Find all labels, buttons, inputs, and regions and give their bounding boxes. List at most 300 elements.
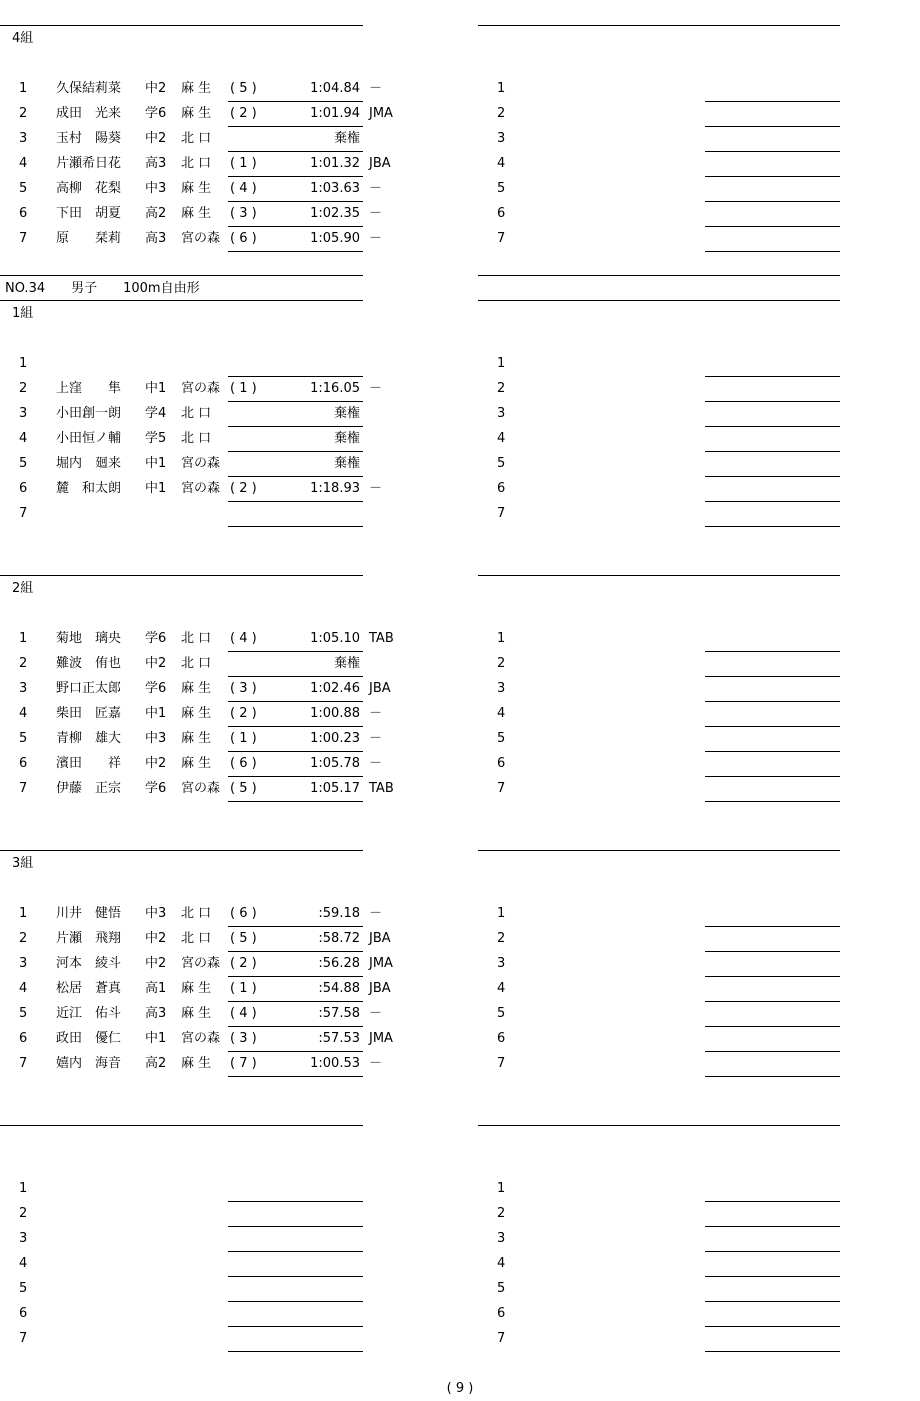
time-underline	[228, 1276, 363, 1277]
rank: ( 5 )	[230, 781, 257, 796]
swimmer-name: 松居 蒼真	[56, 981, 122, 996]
right-lane-number: 3	[497, 406, 506, 421]
grade: 高3	[145, 231, 167, 246]
time-underline	[228, 201, 363, 202]
time: 棄権	[333, 456, 360, 471]
right-lane-number: 7	[497, 1056, 506, 1071]
club: 麻 生	[181, 681, 212, 696]
club: 宮の森	[181, 231, 221, 246]
time-underline	[228, 1326, 363, 1327]
lane-number: 3	[19, 131, 28, 146]
time-underline	[228, 1201, 363, 1202]
time: :56.28	[318, 956, 360, 971]
time-underline	[228, 376, 363, 377]
club: 北 口	[181, 631, 212, 646]
grade: 高3	[145, 156, 167, 171]
event-title: NO.34 男子 100m自由形	[5, 281, 200, 296]
grade: 高2	[145, 1056, 167, 1071]
club: 麻 生	[181, 1006, 212, 1021]
right-lane-number: 2	[497, 1206, 506, 1221]
note: －	[369, 1056, 383, 1071]
lane-number: 2	[19, 106, 28, 121]
right-entry-underline	[705, 976, 840, 977]
lane-number: 5	[19, 181, 28, 196]
right-entry-underline	[705, 1351, 840, 1352]
grade: 高1	[145, 981, 167, 996]
note: JMA	[369, 956, 393, 971]
right-lane-number: 2	[497, 931, 506, 946]
lane-number: 6	[19, 756, 28, 771]
lane-number: 1	[19, 631, 28, 646]
swimmer-name: 堀内 廻来	[56, 456, 122, 471]
time	[280, 356, 360, 372]
grade: 中1	[145, 456, 167, 471]
note: －	[369, 81, 383, 96]
time-underline	[228, 1351, 363, 1352]
lane-number: 6	[19, 206, 28, 221]
swimmer-name: 濱田 祥	[56, 756, 122, 771]
swimmer-name: 青柳 雄大	[56, 731, 122, 746]
right-entry-underline	[705, 376, 840, 377]
grade: 高2	[145, 206, 167, 221]
note: JBA	[369, 931, 391, 946]
grade: 学4	[145, 406, 167, 421]
time-underline	[228, 676, 363, 677]
time	[280, 1231, 360, 1247]
right-entry-underline	[705, 701, 840, 702]
grade: 中2	[145, 656, 167, 671]
time-underline	[228, 1051, 363, 1052]
right-entry-underline	[705, 1301, 840, 1302]
club: 北 口	[181, 431, 212, 446]
club: 宮の森	[181, 781, 221, 796]
block-top-rule-right	[478, 850, 840, 851]
grade: 中1	[145, 381, 167, 396]
grade: 中3	[145, 731, 167, 746]
rank: ( 2 )	[230, 106, 257, 121]
club: 麻 生	[181, 731, 212, 746]
page-number: ( 9 )	[446, 1381, 474, 1396]
swimmer-name: 河本 綾斗	[56, 956, 122, 971]
time-underline	[228, 776, 363, 777]
club: 麻 生	[181, 206, 212, 221]
lane-number: 1	[19, 81, 28, 96]
grade: 高3	[145, 1006, 167, 1021]
right-entry-underline	[705, 1026, 840, 1027]
lane-number: 7	[19, 1056, 28, 1071]
lane-number: 4	[19, 981, 28, 996]
rank: ( 6 )	[230, 756, 257, 771]
time-underline	[228, 451, 363, 452]
event-rule-left	[0, 300, 363, 301]
block-top-rule-left	[0, 575, 363, 576]
time-underline	[228, 926, 363, 927]
time: 棄権	[333, 131, 360, 146]
swimmer-name: 原 栞莉	[56, 231, 122, 246]
swimmer-name: 柴田 匠嘉	[56, 706, 122, 721]
rank: ( 2 )	[230, 706, 257, 721]
lane-number: 5	[19, 731, 28, 746]
right-lane-number: 1	[497, 1181, 506, 1196]
time-underline	[228, 526, 363, 527]
right-lane-number: 1	[497, 356, 506, 371]
time-underline	[228, 101, 363, 102]
right-entry-underline	[705, 501, 840, 502]
right-entry-underline	[705, 201, 840, 202]
right-lane-number: 7	[497, 506, 506, 521]
right-lane-number: 6	[497, 481, 506, 496]
lane-number: 3	[19, 956, 28, 971]
right-lane-number: 5	[497, 456, 506, 471]
time	[280, 1306, 360, 1322]
time: 棄権	[333, 431, 360, 446]
time: 1:05.90	[310, 231, 360, 246]
lane-number: 2	[19, 1206, 28, 1221]
lane-number: 3	[19, 1231, 28, 1246]
right-lane-number: 3	[497, 131, 506, 146]
right-lane-number: 3	[497, 1231, 506, 1246]
right-entry-underline	[705, 951, 840, 952]
time: 1:05.10	[310, 631, 360, 646]
lane-number: 2	[19, 381, 28, 396]
right-entry-underline	[705, 1276, 840, 1277]
club: 宮の森	[181, 381, 221, 396]
rank: ( 1 )	[230, 381, 257, 396]
right-entry-underline	[705, 176, 840, 177]
block-top-rule-left	[0, 850, 363, 851]
rank: ( 1 )	[230, 156, 257, 171]
time: :54.88	[318, 981, 360, 996]
right-lane-number: 6	[497, 1031, 506, 1046]
time: :58.72	[318, 931, 360, 946]
time: 1:00.88	[310, 706, 360, 721]
grade: 学6	[145, 681, 167, 696]
right-entry-underline	[705, 676, 840, 677]
lane-number: 4	[19, 706, 28, 721]
time-underline	[228, 1076, 363, 1077]
block-top-rule-left	[0, 275, 363, 276]
time	[280, 1256, 360, 1272]
heat-label: 1組	[12, 306, 34, 321]
rank: ( 5 )	[230, 931, 257, 946]
rank: ( 3 )	[230, 1031, 257, 1046]
lane-number: 4	[19, 1256, 28, 1271]
right-entry-underline	[705, 1001, 840, 1002]
grade: 中1	[145, 481, 167, 496]
right-lane-number: 1	[497, 631, 506, 646]
time-underline	[228, 176, 363, 177]
time	[280, 506, 360, 522]
lane-number: 6	[19, 1031, 28, 1046]
time: 1:05.17	[310, 781, 360, 796]
swimmer-name: 下田 胡夏	[56, 206, 122, 221]
rank: ( 6 )	[230, 906, 257, 921]
time: 1:02.35	[310, 206, 360, 221]
block-top-rule-right	[478, 25, 840, 26]
right-lane-number: 4	[497, 981, 506, 996]
club: 麻 生	[181, 756, 212, 771]
note: －	[369, 381, 383, 396]
right-lane-number: 6	[497, 1306, 506, 1321]
right-lane-number: 3	[497, 956, 506, 971]
time	[280, 1281, 360, 1297]
time-underline	[228, 151, 363, 152]
swimmer-name: 伊藤 正宗	[56, 781, 122, 796]
block-top-rule-left	[0, 25, 363, 26]
grade: 中2	[145, 81, 167, 96]
swimmer-name: 政田 優仁	[56, 1031, 122, 1046]
note: JBA	[369, 156, 391, 171]
time-underline	[228, 1251, 363, 1252]
club: 宮の森	[181, 956, 221, 971]
time-underline	[228, 751, 363, 752]
note: TAB	[369, 631, 394, 646]
grade: 中3	[145, 906, 167, 921]
right-lane-number: 2	[497, 656, 506, 671]
right-entry-underline	[705, 926, 840, 927]
right-entry-underline	[705, 526, 840, 527]
note: －	[369, 756, 383, 771]
swimmer-name: 片瀬希日花	[56, 156, 122, 171]
right-entry-underline	[705, 401, 840, 402]
rank: ( 2 )	[230, 956, 257, 971]
note: －	[369, 731, 383, 746]
note: TAB	[369, 781, 394, 796]
grade: 中2	[145, 756, 167, 771]
club: 麻 生	[181, 706, 212, 721]
right-lane-number: 5	[497, 1006, 506, 1021]
lane-number: 1	[19, 906, 28, 921]
time: 1:01.32	[310, 156, 360, 171]
lane-number: 3	[19, 406, 28, 421]
right-lane-number: 5	[497, 181, 506, 196]
heat-label: 4組	[12, 31, 34, 46]
swimmer-name: 川井 健悟	[56, 906, 122, 921]
right-entry-underline	[705, 1226, 840, 1227]
swimmer-name: 難波 侑也	[56, 656, 122, 671]
right-lane-number: 6	[497, 756, 506, 771]
right-entry-underline	[705, 226, 840, 227]
time-underline	[228, 801, 363, 802]
right-lane-number: 4	[497, 431, 506, 446]
time	[280, 1181, 360, 1197]
right-entry-underline	[705, 251, 840, 252]
swimmer-name: 小田創一朗	[56, 406, 122, 421]
block-top-rule-right	[478, 275, 840, 276]
note: JBA	[369, 681, 391, 696]
time: :57.53	[318, 1031, 360, 1046]
heat-label: 2組	[12, 581, 34, 596]
club: 麻 生	[181, 81, 212, 96]
right-entry-underline	[705, 476, 840, 477]
club: 宮の森	[181, 456, 221, 471]
right-entry-underline	[705, 1251, 840, 1252]
right-lane-number: 4	[497, 1256, 506, 1271]
grade: 中3	[145, 181, 167, 196]
right-lane-number: 7	[497, 1331, 506, 1346]
right-entry-underline	[705, 726, 840, 727]
time-underline	[228, 1301, 363, 1302]
grade: 学5	[145, 431, 167, 446]
club: 宮の森	[181, 481, 221, 496]
grade: 中2	[145, 131, 167, 146]
lane-number: 4	[19, 156, 28, 171]
right-lane-number: 2	[497, 106, 506, 121]
block-top-rule-right	[478, 575, 840, 576]
time-underline	[228, 1001, 363, 1002]
time-underline	[228, 976, 363, 977]
right-lane-number: 5	[497, 731, 506, 746]
right-entry-underline	[705, 776, 840, 777]
right-entry-underline	[705, 1076, 840, 1077]
swimmer-name: 小田恒ノ輔	[56, 431, 122, 446]
swimmer-name: 嬉内 海音	[56, 1056, 122, 1071]
grade: 中1	[145, 706, 167, 721]
club: 北 口	[181, 931, 212, 946]
time: 1:01.94	[310, 106, 360, 121]
swimmer-name: 玉村 陽葵	[56, 131, 122, 146]
right-entry-underline	[705, 126, 840, 127]
note: JBA	[369, 981, 391, 996]
lane-number: 2	[19, 931, 28, 946]
right-entry-underline	[705, 451, 840, 452]
lane-number: 2	[19, 656, 28, 671]
note: －	[369, 906, 383, 921]
club: 北 口	[181, 406, 212, 421]
club: 北 口	[181, 156, 212, 171]
lane-number: 7	[19, 506, 28, 521]
time-underline	[228, 476, 363, 477]
note: －	[369, 481, 383, 496]
club: 麻 生	[181, 106, 212, 121]
right-entry-underline	[705, 426, 840, 427]
rank: ( 3 )	[230, 681, 257, 696]
club: 北 口	[181, 131, 212, 146]
grade: 学6	[145, 106, 167, 121]
note: －	[369, 206, 383, 221]
swimmer-name: 菊地 璃央	[56, 631, 122, 646]
time-underline	[228, 501, 363, 502]
grade: 中2	[145, 956, 167, 971]
lane-number: 5	[19, 1006, 28, 1021]
note: JMA	[369, 106, 393, 121]
time	[280, 1206, 360, 1222]
time: 1:03.63	[310, 181, 360, 196]
club: 宮の森	[181, 1031, 221, 1046]
time-underline	[228, 126, 363, 127]
lane-number: 6	[19, 1306, 28, 1321]
time: 1:02.46	[310, 681, 360, 696]
time-underline	[228, 251, 363, 252]
lane-number: 1	[19, 1181, 28, 1196]
right-lane-number: 5	[497, 1281, 506, 1296]
right-entry-underline	[705, 751, 840, 752]
club: 麻 生	[181, 1056, 212, 1071]
grade: 学6	[145, 631, 167, 646]
lane-number: 4	[19, 431, 28, 446]
rank: ( 4 )	[230, 181, 257, 196]
note: －	[369, 231, 383, 246]
right-lane-number: 7	[497, 231, 506, 246]
club: 北 口	[181, 656, 212, 671]
time-underline	[228, 426, 363, 427]
rank: ( 2 )	[230, 481, 257, 496]
lane-number: 7	[19, 781, 28, 796]
time: 1:00.53	[310, 1056, 360, 1071]
club: 麻 生	[181, 181, 212, 196]
time: 1:18.93	[310, 481, 360, 496]
time-underline	[228, 701, 363, 702]
right-lane-number: 4	[497, 156, 506, 171]
time: :57.58	[318, 1006, 360, 1021]
right-lane-number: 2	[497, 381, 506, 396]
time: :59.18	[318, 906, 360, 921]
swimmer-name: 片瀬 飛翔	[56, 931, 122, 946]
rank: ( 1 )	[230, 731, 257, 746]
lane-number: 7	[19, 1331, 28, 1346]
right-entry-underline	[705, 1326, 840, 1327]
rank: ( 3 )	[230, 206, 257, 221]
time-underline	[228, 951, 363, 952]
grade: 中1	[145, 1031, 167, 1046]
right-lane-number: 7	[497, 781, 506, 796]
swimmer-name: 上窪 隼	[56, 381, 122, 396]
time: 棄権	[333, 406, 360, 421]
swimmer-name: 高柳 花梨	[56, 181, 122, 196]
swimmer-name: 成田 光来	[56, 106, 122, 121]
time-underline	[228, 226, 363, 227]
right-lane-number: 6	[497, 206, 506, 221]
right-lane-number: 1	[497, 906, 506, 921]
note: JMA	[369, 1031, 393, 1046]
lane-number: 7	[19, 231, 28, 246]
rank: ( 4 )	[230, 631, 257, 646]
lane-number: 3	[19, 681, 28, 696]
time: 1:16.05	[310, 381, 360, 396]
rank: ( 7 )	[230, 1056, 257, 1071]
note: －	[369, 181, 383, 196]
right-entry-underline	[705, 1051, 840, 1052]
time-underline	[228, 651, 363, 652]
right-entry-underline	[705, 1201, 840, 1202]
right-entry-underline	[705, 651, 840, 652]
swimmer-name: 久保結莉菜	[56, 81, 122, 96]
right-entry-underline	[705, 801, 840, 802]
swimmer-name: 麓 和太朗	[56, 481, 122, 496]
rank: ( 5 )	[230, 81, 257, 96]
time-underline	[228, 401, 363, 402]
event-rule-right	[478, 300, 840, 301]
rank: ( 1 )	[230, 981, 257, 996]
heat-label: 3組	[12, 856, 34, 871]
lane-number: 5	[19, 456, 28, 471]
right-lane-number: 1	[497, 81, 506, 96]
lane-number: 5	[19, 1281, 28, 1296]
club: 北 口	[181, 906, 212, 921]
grade: 学6	[145, 781, 167, 796]
right-entry-underline	[705, 151, 840, 152]
time: 1:05.78	[310, 756, 360, 771]
right-lane-number: 4	[497, 706, 506, 721]
time-underline	[228, 1026, 363, 1027]
rank: ( 4 )	[230, 1006, 257, 1021]
rank: ( 6 )	[230, 231, 257, 246]
time: 棄権	[333, 656, 360, 671]
note: －	[369, 1006, 383, 1021]
right-entry-underline	[705, 101, 840, 102]
note: －	[369, 706, 383, 721]
time-underline	[228, 726, 363, 727]
